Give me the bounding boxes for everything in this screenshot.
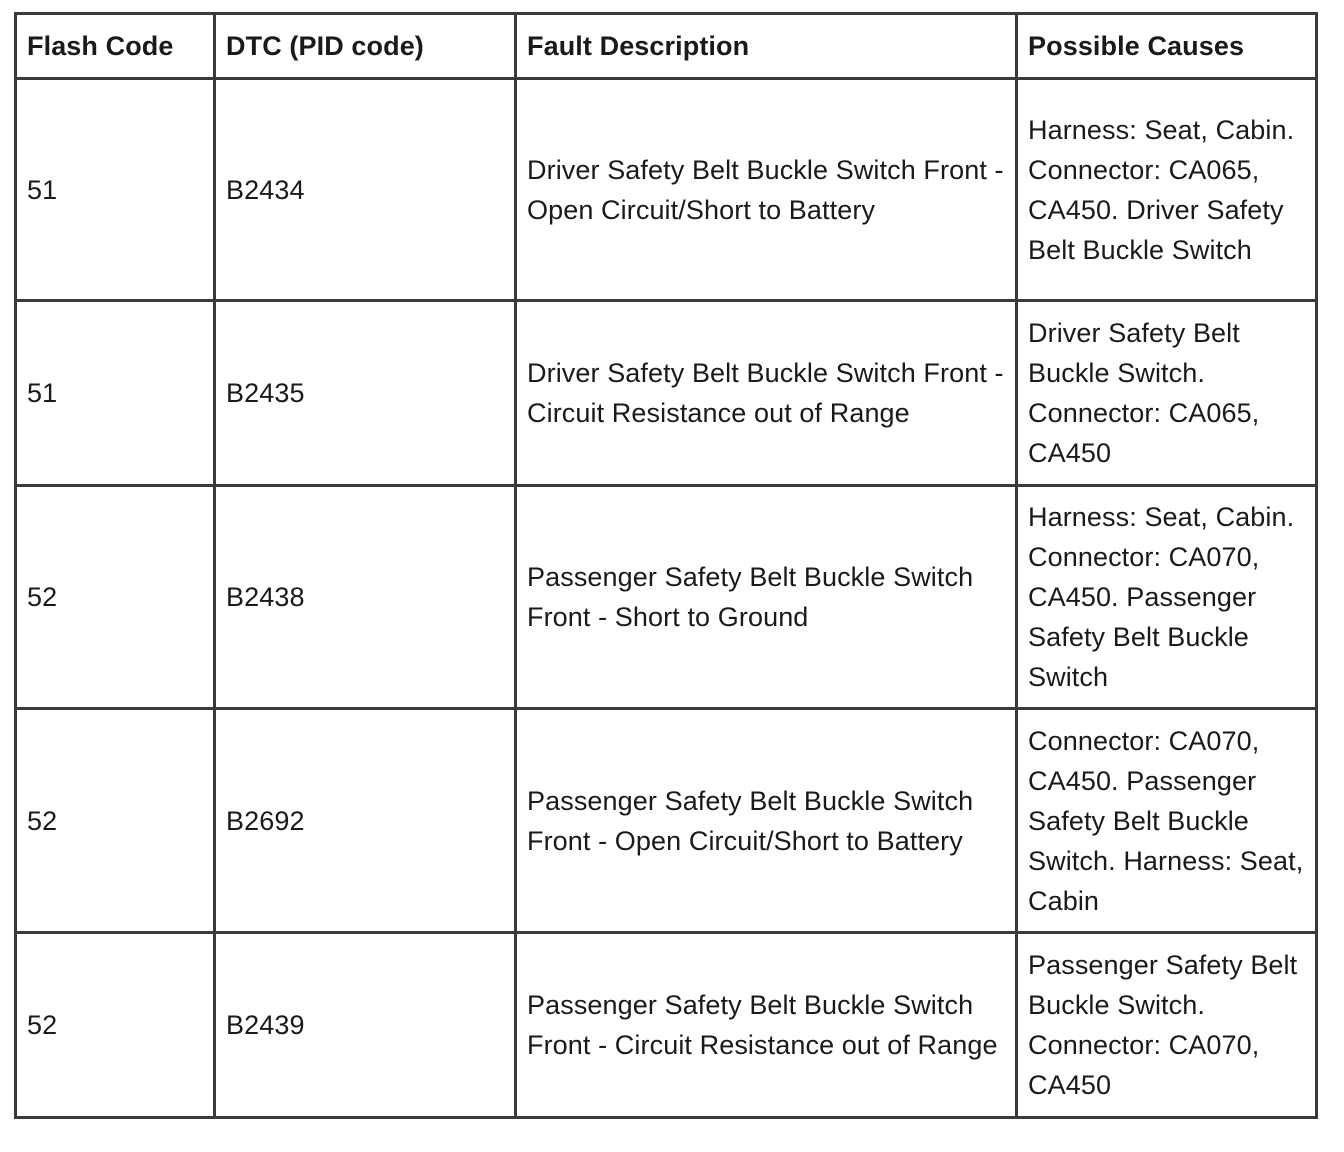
cell-possible-causes: Harness: Seat, Cabin. Connector: CA070, CA450. Passenger Safety Belt Buckle Switch (1017, 486, 1317, 709)
table-row (16, 79, 1317, 301)
cell-possible-causes: Connector: CA070, CA450. Passenger Safety Belt Buckle Switch. Harness: Seat, Cabin (1017, 709, 1317, 933)
cell-flash-code: 51 (16, 79, 215, 301)
table-row (16, 301, 1317, 486)
cell-flash-code: 52 (16, 486, 215, 709)
table-row (16, 486, 1317, 709)
cell-possible-causes: Harness: Seat, Cabin. Connector: CA065, CA450. Driver Safety Belt Buckle Switch (1017, 79, 1317, 301)
cell-possible-causes: Passenger Safety Belt Buckle Switch. Connector: CA070, CA450 (1017, 933, 1317, 1118)
cell-fault-description: Driver Safety Belt Buckle Switch Front - Open Circuit/Short to Battery (516, 79, 1017, 301)
cell-fault-description: Passenger Safety Belt Buckle Switch Front - Short to Ground (516, 486, 1017, 709)
header-possible-causes: Possible Causes (1017, 14, 1317, 79)
cell-flash-code: 52 (16, 933, 215, 1118)
dtc-table-container (14, 12, 1315, 1119)
cell-dtc: B2434 (215, 79, 516, 301)
table-header-row (16, 14, 1317, 79)
cell-fault-description: Passenger Safety Belt Buckle Switch Front - Circuit Resistance out of Range (516, 933, 1017, 1118)
cell-dtc: B2435 (215, 301, 516, 486)
cell-possible-causes: Driver Safety Belt Buckle Switch. Connector: CA065, CA450 (1017, 301, 1317, 486)
cell-dtc: B2438 (215, 486, 516, 709)
header-fault-description: Fault Description (516, 14, 1017, 79)
cell-flash-code: 52 (16, 709, 215, 933)
cell-dtc: B2692 (215, 709, 516, 933)
cell-fault-description: Passenger Safety Belt Buckle Switch Front - Open Circuit/Short to Battery (516, 709, 1017, 933)
cell-fault-description: Driver Safety Belt Buckle Switch Front - Circuit Resistance out of Range (516, 301, 1017, 486)
header-flash-code: Flash Code (16, 14, 215, 79)
header-dtc: DTC (PID code) (215, 14, 516, 79)
table-row (16, 709, 1317, 933)
table-row (16, 933, 1317, 1118)
cell-flash-code: 51 (16, 301, 215, 486)
dtc-table (14, 12, 1318, 1119)
cell-dtc: B2439 (215, 933, 516, 1118)
